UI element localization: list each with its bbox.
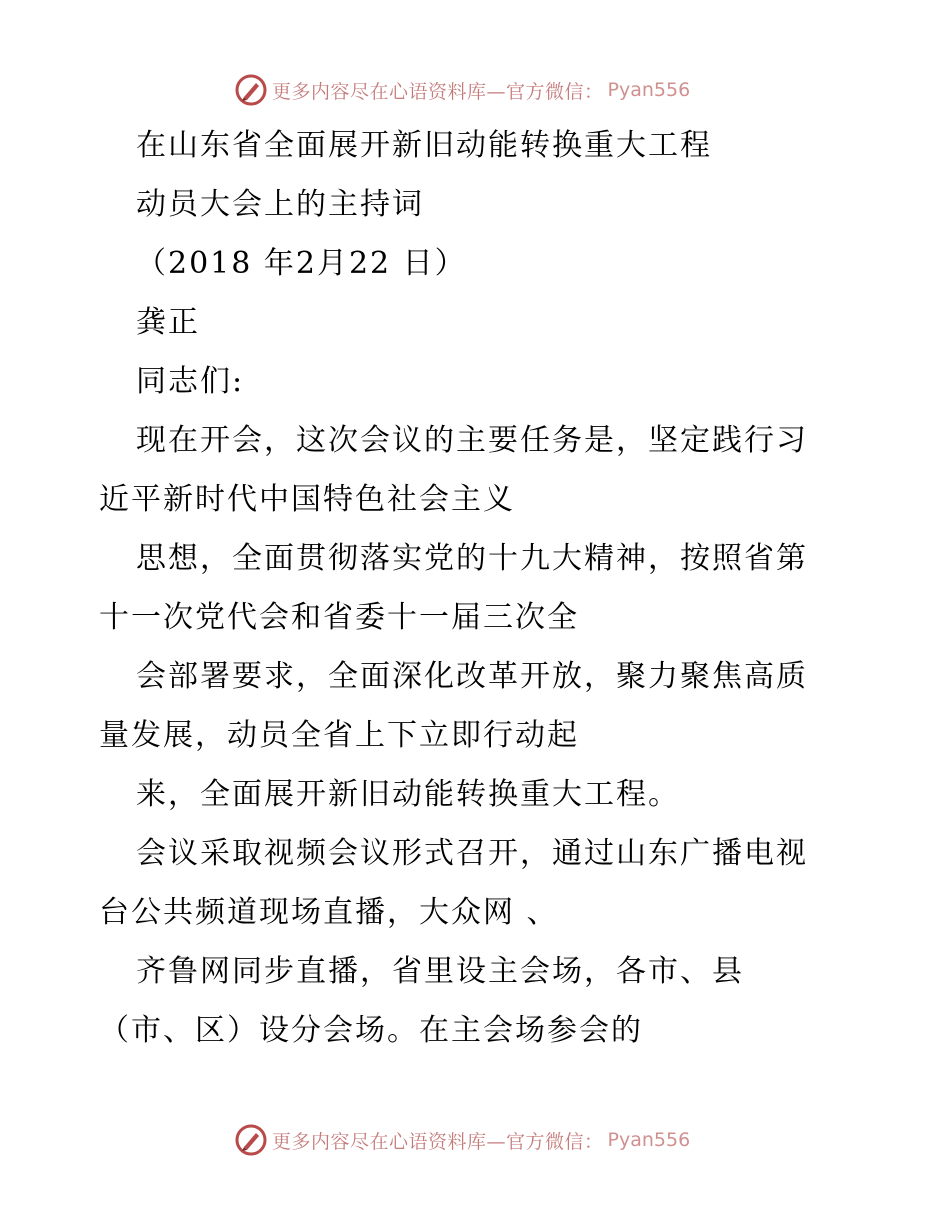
- watermark-handle: Pyan556: [607, 79, 691, 101]
- watermark-text: 更多内容尽在心语资料库—官方微信：: [272, 80, 604, 103]
- header-watermark: [234, 72, 690, 108]
- salutation-line: 同志们:: [136, 364, 245, 399]
- paragraph-line: 现在开会，这次会议的主要任务是，坚定践行习: [136, 423, 808, 458]
- paragraph-line: 近平新时代中国特色社会主义: [99, 482, 515, 517]
- paragraph-line: 会部署要求，全面深化改革开放，聚力聚焦高质: [136, 659, 808, 694]
- title-line-1: 在山东省全面展开新旧动能转换重大工程: [136, 128, 712, 163]
- paragraph-line: 量发展，动员全省上下立即行动起: [99, 718, 579, 753]
- pen-logo-icon: [234, 1123, 268, 1157]
- footer-watermark: [234, 1122, 690, 1158]
- paragraph-line: 思想，全面贯彻落实党的十九大精神，按照省第: [136, 541, 808, 576]
- date-line: （2018 年2月22 日）: [136, 246, 467, 281]
- paragraph-line: 会议采取视频会议形式召开，通过山东广播电视: [136, 836, 808, 871]
- paragraph-line: 十一次党代会和省委十一届三次全: [99, 600, 579, 635]
- title-line-2: 动员大会上的主持词: [136, 187, 424, 222]
- pen-logo-icon: [234, 73, 268, 107]
- paragraph-line: 来，全面展开新旧动能转换重大工程。: [136, 777, 680, 812]
- paragraph-line: 台公共频道现场直播，大众网 、: [99, 895, 559, 930]
- watermark-text: 更多内容尽在心语资料库—官方微信：: [272, 1130, 604, 1153]
- speaker-line: 龚正: [136, 305, 200, 340]
- paragraph-line: （市、区）设分会场。在主会场参会的: [99, 1013, 643, 1048]
- paragraph-line: 齐鲁网同步直播，省里设主会场，各市、县: [136, 954, 744, 989]
- watermark-handle: Pyan556: [607, 1129, 691, 1151]
